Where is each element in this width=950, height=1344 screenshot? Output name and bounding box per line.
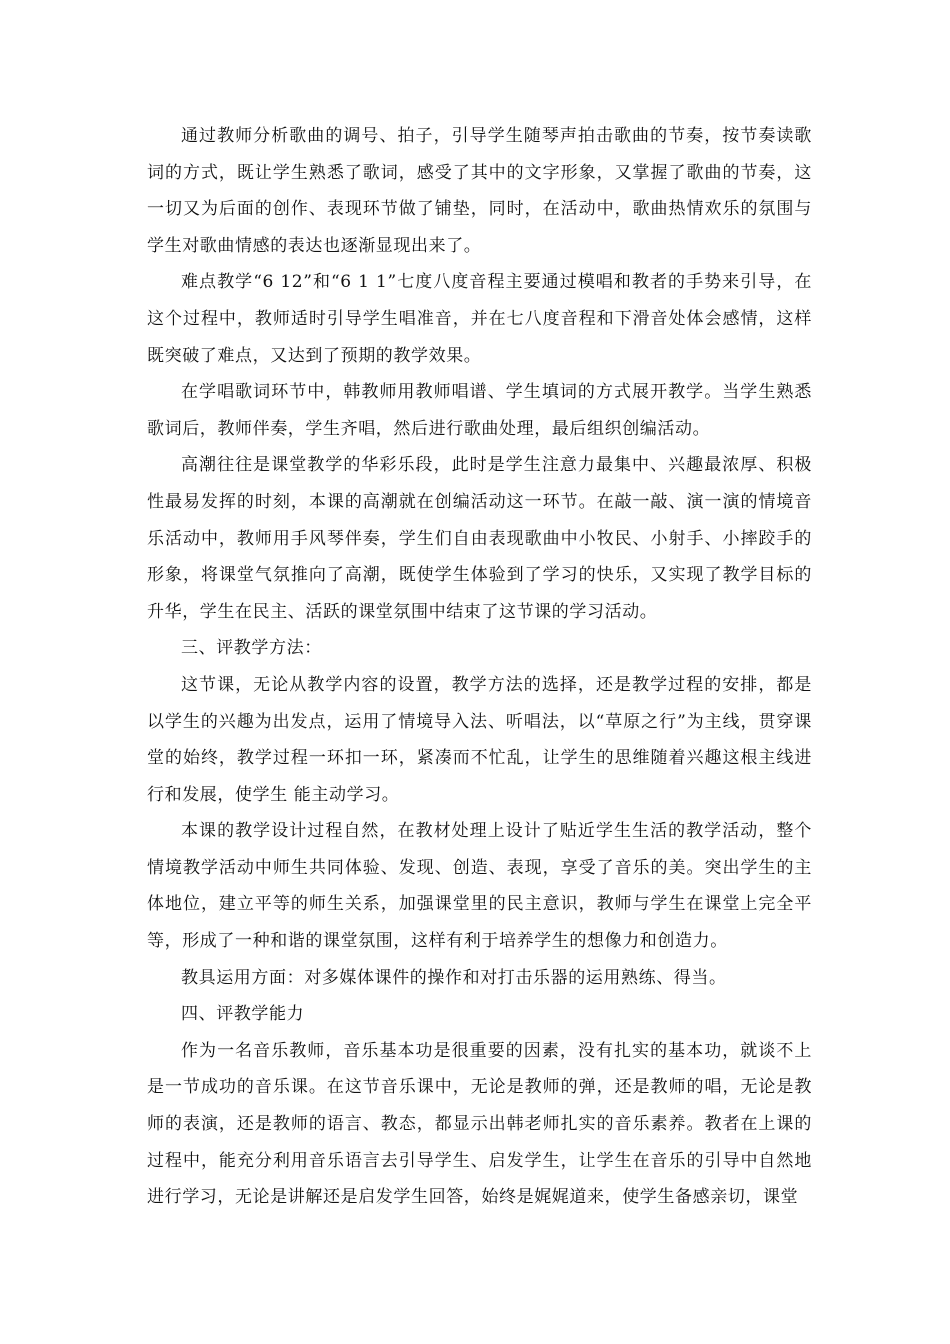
paragraph-ability: 作为一名音乐教师，音乐基本功是很重要的因素，没有扎实的基本功，就谈不上是一节成功的音乐课。在这节音乐课中，无论是教师的弹，还是教师的唱，无论是教师的表演，还是教师的语言、教态，都显示出韩老师扎实的音乐素养。教者在上课的过程中，能充分利用音乐语言去引导学生、启发学生，让学生在音乐的引导中自然地进行学习，无论是讲解还是启发学生回答，始终是娓娓道来，使学生备感亲切，课堂 [147, 1040, 812, 1208]
document-body [147, 118, 812, 1216]
paragraph-teaching-aids: 教具运用方面：对多媒体课件的操作和对打击乐器的运用熟练、得当。 [181, 967, 727, 988]
paragraph-climax: 高潮往往是课堂教学的华彩乐段，此时是学生注意力最集中、兴趣最浓厚、积极性最易发挥的时刻，本课的高潮就在创编活动这一环节。在敲一敲、演一演的情境音乐活动中，教师用手风琴伴奏，学生们自由表现歌曲中小牧民、小射手、小摔跤手的形象，将课堂气氛推向了高潮，既使学生体验到了学习的快乐，又实现了教学目标的升华，学生在民主、活跃的课堂氛围中结束了这节课的学习活动。 [147, 455, 812, 622]
paragraph-rhythm-reading: 通过教师分析歌曲的调号、拍子，引导学生随琴声拍击歌曲的节奏，按节奏读歌词的方式，既让学生熟悉了歌词，感受了其中的文字形象，又掌握了歌曲的节奏，这一切又为后面的创作、表现环节做了铺垫，同时，在活动中，歌曲热情欢乐的氛围与学生对歌曲情感的表达也逐渐显现出来了。 [147, 126, 812, 256]
section-heading-teaching-methods: 三、评教学方法： [181, 638, 322, 659]
paragraph-design: 本课的教学设计过程自然，在教材处理上设计了贴近学生生活的教学活动，整个情境教学活动中师生共同体验、发现、创造、表现，享受了音乐的美。突出学生的主体地位，建立平等的师生关系，加强课堂里的民主意识，教师与学生在课堂上完全平等，形成了一种和谐的课堂氛围，这样有利于培养学生的想像力和创造力。 [147, 821, 812, 952]
paragraph-difficult-interval: 难点教学“6 12”和“6 1 1”七度八度音程主要通过模唱和教者的手势来引导，在这个过程中，教师适时引导学生唱准音，并在七八度音程和下滑音处体会感情，这样既突破了难点，又达到了预期的教学效果。 [147, 272, 812, 366]
paragraph-methods: 这节课，无论从教学内容的设置，教学方法的选择，还是教学过程的安排，都是以学生的兴趣为出发点，运用了情境导入法、听唱法，以“草原之行”为主线，贯穿课堂的始终，教学过程一环扣一环，紧凑而不忙乱，让学生的思维随着兴趣这根主线进行和发展，使学生 能主动学习。 [147, 674, 812, 805]
section-heading-teaching-ability: 四、评教学能力 [181, 1004, 305, 1025]
paragraph-lyrics-learning: 在学唱歌词环节中，韩教师用教师唱谱、学生填词的方式展开教学。当学生熟悉歌词后，教师伴奏，学生齐唱，然后进行歌曲处理，最后组织创编活动。 [147, 382, 812, 439]
